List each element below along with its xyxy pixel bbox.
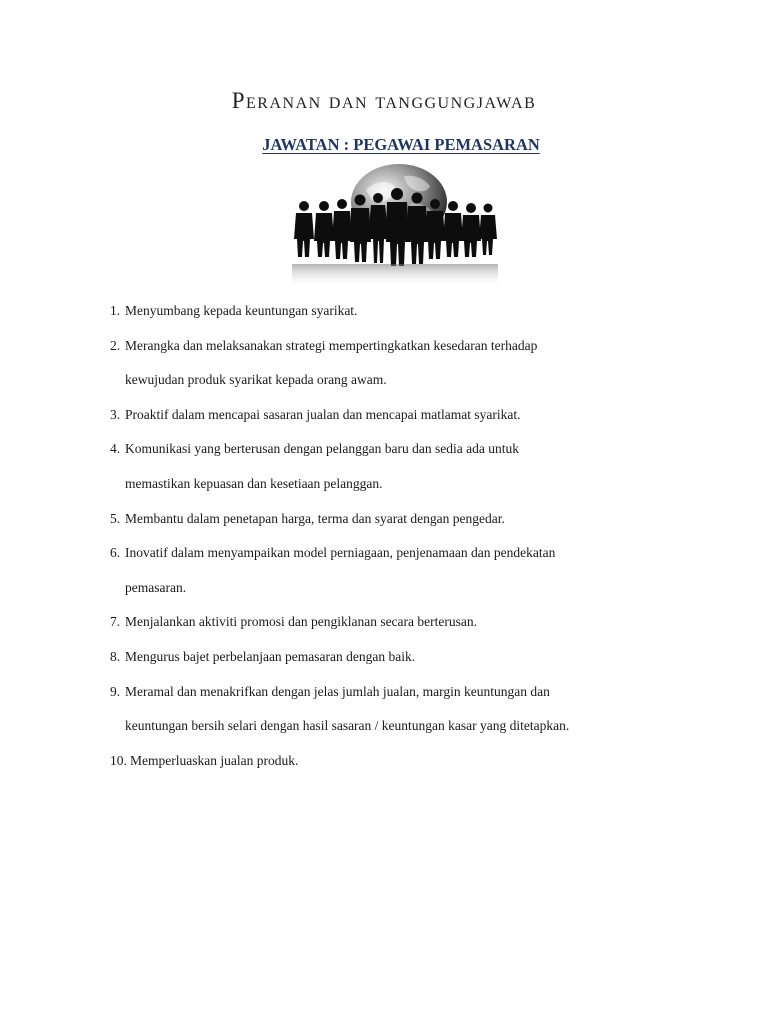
item-text <box>125 640 710 675</box>
item-number: 6. <box>110 545 121 561</box>
item-text-line: Menyumbang kepada keuntungan syarikat. <box>125 303 358 318</box>
list-item <box>110 640 710 675</box>
business-team-image <box>286 160 504 288</box>
item-text-line: Mengurus bajet perbelanjaan pemasaran dengan baik. <box>125 648 416 664</box>
item-text <box>130 744 710 779</box>
item-text-continuation: kewujudan produk syarikat kepada orang awam. <box>125 372 387 388</box>
item-text-line: Komunikasi yang berterusan dengan pelanggan baru dan sedia ada untuk <box>125 441 519 457</box>
item-text <box>125 502 710 537</box>
item-text <box>125 675 710 744</box>
item-text-line: Memperluaskan jualan produk. <box>130 752 299 768</box>
item-number: 7. <box>110 614 121 630</box>
item-text-line: Menjalankan aktiviti promosi dan pengiklanan secara berterusan. <box>125 614 478 630</box>
item-number: 9. <box>110 683 121 699</box>
item-text <box>125 432 710 501</box>
item-number: 5. <box>110 510 121 526</box>
job-title-text: JAWATAN : PEGAWAI PEMASARAN <box>262 135 540 154</box>
item-number: 1. <box>110 303 121 318</box>
list-item <box>110 536 710 605</box>
item-text <box>125 294 710 329</box>
item-number: 4. <box>110 441 121 457</box>
list-item <box>110 502 710 537</box>
list-item <box>110 744 710 779</box>
item-number: 3. <box>110 406 121 422</box>
list-item <box>110 675 710 744</box>
item-text-line: Proaktif dalam mencapai sasaran jualan dan mencapai matlamat syarikat. <box>125 406 521 422</box>
page-title: Peranan dan tanggungjawab <box>231 88 537 113</box>
item-text-continuation: keuntungan bersih selari dengan hasil sasaran / keuntungan kasar yang ditetapkan. <box>125 718 570 734</box>
item-number: 8. <box>110 648 121 664</box>
item-text-line: Inovatif dalam menyampaikan model perniagaan, penjenamaan dan pendekatan <box>125 545 556 561</box>
job-title-heading <box>0 135 768 155</box>
item-text-line: Membantu dalam penetapan harga, terma dan syarat dengan pengedar. <box>125 510 505 526</box>
item-text-line: Meramal dan menakrifkan dengan jelas jumlah jualan, margin keuntungan dan <box>125 683 550 699</box>
item-text-line: Merangka dan melaksanakan strategi mempertingkatkan kesedaran terhadap <box>125 337 538 353</box>
responsibilities-list <box>110 294 710 778</box>
list-item <box>110 605 710 640</box>
item-text-continuation: pemasaran. <box>125 579 187 595</box>
item-text <box>125 398 710 433</box>
item-text <box>125 329 710 398</box>
item-number: 2. <box>110 337 121 353</box>
list-item <box>110 294 710 329</box>
item-text-continuation: memastikan kepuasan dan kesetiaan pelanggan. <box>125 475 383 491</box>
item-text <box>125 536 710 605</box>
list-item <box>110 398 710 433</box>
item-text <box>125 605 710 640</box>
list-item <box>110 432 710 501</box>
item-number: 10. <box>110 752 127 768</box>
list-item <box>110 329 710 398</box>
